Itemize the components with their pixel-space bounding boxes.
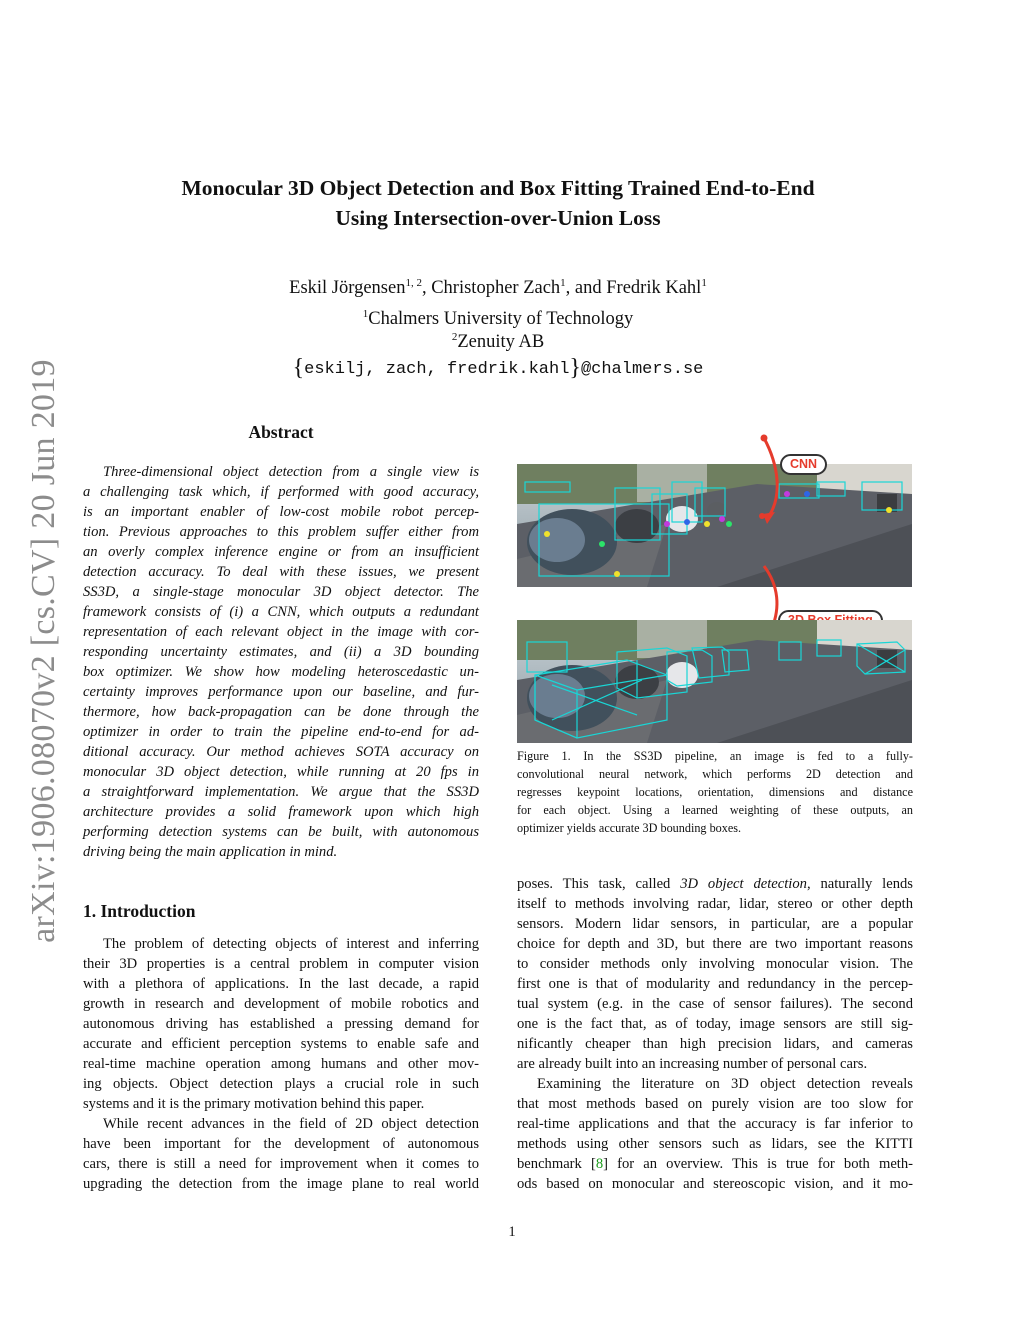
title-line-1: Monocular 3D Object Detection and Box Fitting Trained End-to-End <box>181 176 815 200</box>
affiliation-name: Zenuity AB <box>457 332 545 352</box>
body-line: ods based on monocular and stereoscopic vision, and it mo- <box>517 1176 913 1192</box>
author-affiliation-mark: 1, 2 <box>405 277 422 289</box>
email-domain: @chalmers.se <box>580 360 704 379</box>
intro-line: have been important for the development of autonomous <box>83 1136 479 1152</box>
intro-line: autonomous driving has established a pressing demand for <box>83 1016 479 1032</box>
abstract-line: framework consists of (i) a CNN, which outputs a redundant <box>83 604 479 620</box>
arrow-cnn <box>764 438 777 516</box>
abstract-line: performing detection systems can be built, with autonomous <box>83 824 479 840</box>
abstract-line: is an important enabler of low-cost mobile robot percep- <box>83 504 479 520</box>
body-line <box>517 1154 913 1174</box>
abstract-line: box optimizer. We show how modeling heteroscedastic un- <box>83 664 479 680</box>
abstract-line: a challenging task which, if performed with good accuracy, <box>83 484 479 500</box>
intro-line: their 3D properties is a central problem in computer vision <box>83 956 479 972</box>
arxiv-identifier-text: arXiv:1906.08070v2 [cs.CV] 20 Jun 2019 <box>25 359 62 943</box>
intro-line: upgrading the detection from the image plane to real world <box>83 1176 479 1192</box>
body-text: benchmark [ <box>517 1156 596 1172</box>
abstract-line: a straightforward implementation. We argue that the SS3D <box>83 784 479 800</box>
abstract-line: thermore, how back-propagation can be done through the <box>83 704 479 720</box>
intro-line: cars, there is still a need for improvement when it comes to <box>83 1156 479 1172</box>
citation-link[interactable]: 8 <box>595 1156 604 1172</box>
page-number: 1 <box>508 1224 516 1240</box>
abstract-heading: Abstract <box>248 422 314 442</box>
arrow-box-fitting <box>764 566 777 628</box>
author-list: Eskil Jörgensen$^{1, 2}$, Christopher Zach$^1$, and Fredrik Kahl$^1$ <box>289 277 707 298</box>
abstract-line: an overly complex inference engine or from an insufficient <box>83 544 479 560</box>
abstract-line: representation of each relevant object in the image with cor- <box>83 624 479 640</box>
abstract-line: ditional accuracy. Our method achieves SOTA accuracy on <box>83 744 479 760</box>
abstract-line: certainty improves performance upon our baseline, and fur- <box>83 684 479 700</box>
introduction-heading: 1. Introduction <box>83 901 196 921</box>
body-line: one is the fact that, as of today, image sensors are still sig- <box>517 1016 913 1032</box>
introduction-section <box>83 900 479 922</box>
abstract-section <box>83 421 479 443</box>
body-line: to consider methods only involving monocular vision. The <box>517 956 913 972</box>
intro-line: The problem of detecting objects of interest and inferring <box>103 936 479 952</box>
intro-line: systems and it is the primary motivation behind this paper. <box>83 1096 425 1112</box>
title-line-2: Using Intersection-over-Union Loss <box>335 206 661 230</box>
body-line: are already built into an increasing number of personal cars. <box>517 1056 868 1072</box>
body-line: that most methods based on purely vision are too slow for <box>517 1096 913 1112</box>
figure-1 <box>517 457 913 835</box>
author-affiliation-mark: 1 <box>701 277 707 289</box>
body-line: real-time applications and that the accuracy is far inferior to <box>517 1116 913 1132</box>
body-line: tual system (e.g. in the case of sensor failures). The second <box>517 996 913 1012</box>
abstract-line: monocular 3D object detection, while running at 20 fps in <box>83 764 479 780</box>
figure-1-caption <box>517 747 913 837</box>
email-users: eskilj, zach, fredrik.kahl <box>304 360 570 379</box>
abstract-line: tion. Previous approaches to this problem suffer either from <box>83 524 479 540</box>
body-line: methods using other sensors such as lidars, see the KITTI <box>517 1136 913 1152</box>
street-scene-3d-boxes <box>517 620 912 743</box>
arrow-cnn-head <box>763 512 775 524</box>
abstract-line: Three-dimensional object detection from a single view is <box>103 464 479 480</box>
intro-line: accurate and efficient perception systems to enable safe and <box>83 1036 479 1052</box>
body-text: ] for an overview. This is true for both meth- <box>603 1156 914 1172</box>
body-line: choice for depth and 3D, but there are two important reasons <box>517 936 913 952</box>
caption-line: Figure 1. In the SS3D pipeline, an image is fed to a fully- <box>517 749 913 763</box>
introduction-paragraph-1 <box>83 934 479 1114</box>
author-name: Fredrik Kahl <box>606 278 702 298</box>
body-line <box>517 874 913 894</box>
body-text: poses. This task, called <box>517 876 681 892</box>
body-line: nificantly cheaper than high precision lidars, and cameras <box>517 1036 913 1052</box>
box-fitting-image <box>517 620 912 743</box>
author-affiliation-mark: 1 <box>560 277 566 289</box>
caption-line: regresses keypoint locations, orientation, dimensions and distance <box>517 785 913 799</box>
affiliation-1 <box>100 307 896 331</box>
body-line: itself to methods involving radar, lidar, stereo or other depth <box>517 896 913 912</box>
abstract-line: SS3D, a single-stage monocular 3D object detector. The <box>83 584 479 600</box>
abstract-line: driving being the main application in mind. <box>83 844 338 860</box>
body-text: , naturally lends <box>806 876 913 892</box>
emphasized-term: 3D object detection <box>680 876 807 892</box>
arrow-cnn-origin <box>761 435 768 442</box>
affiliation-name: Chalmers University of Technology <box>368 309 634 329</box>
abstract-line: responding uncertainty estimates, and (ii) a 3D bounding <box>83 644 479 660</box>
intro-line: growth in research and development of mobile robotics and <box>83 996 479 1012</box>
affiliation-mark: 1 <box>362 308 369 320</box>
body-line: first one is that of modularity and redundancy in the percep- <box>517 976 913 992</box>
abstract-body <box>83 462 479 862</box>
intro-line: While recent advances in the field of 2D object detection <box>103 1116 479 1132</box>
arxiv-identifier-stamp <box>18 360 70 942</box>
intro-line: with a plethora of applications. In the last decade, a rapid <box>83 976 479 992</box>
caption-line: optimizer yields accurate 3D bounding boxes. <box>517 821 742 835</box>
intro-line: real-time machine operation among humans and other mov- <box>83 1056 479 1072</box>
paper-title <box>100 173 896 233</box>
author-emails: {eskilj, zach, fredrik.kahl}@chalmers.se <box>292 355 704 381</box>
abstract-line: architecture provides a solid framework upon which high <box>83 804 479 820</box>
intro-line: ing objects. Object detection plays a crucial role in such <box>83 1076 479 1092</box>
caption-line: convolutional neural network, which performs 2D detection and <box>517 767 913 781</box>
affiliation-mark: 2 <box>451 331 458 343</box>
author-name: Christopher Zach <box>431 278 561 298</box>
abstract-line: detection accuracy. To deal with these issues, we present <box>83 564 479 580</box>
body-line: Examining the literature on 3D object detection reveals <box>537 1076 913 1092</box>
cnn-stage-label: CNN <box>780 454 827 475</box>
right-column-paragraph-2 <box>517 1074 913 1194</box>
right-column-paragraph-1 <box>517 874 913 1074</box>
body-line: sensors. Modern lidar sensors, in particular, are a popular <box>517 916 913 932</box>
abstract-line: optimizer in order to train the pipeline end-to-end for ad- <box>83 724 479 740</box>
caption-line: for each object. Using a learned weighting of these outputs, an <box>517 803 913 817</box>
affiliation-2 <box>100 330 896 354</box>
author-name: Eskil Jörgensen <box>289 278 406 298</box>
introduction-paragraph-2 <box>83 1114 479 1194</box>
